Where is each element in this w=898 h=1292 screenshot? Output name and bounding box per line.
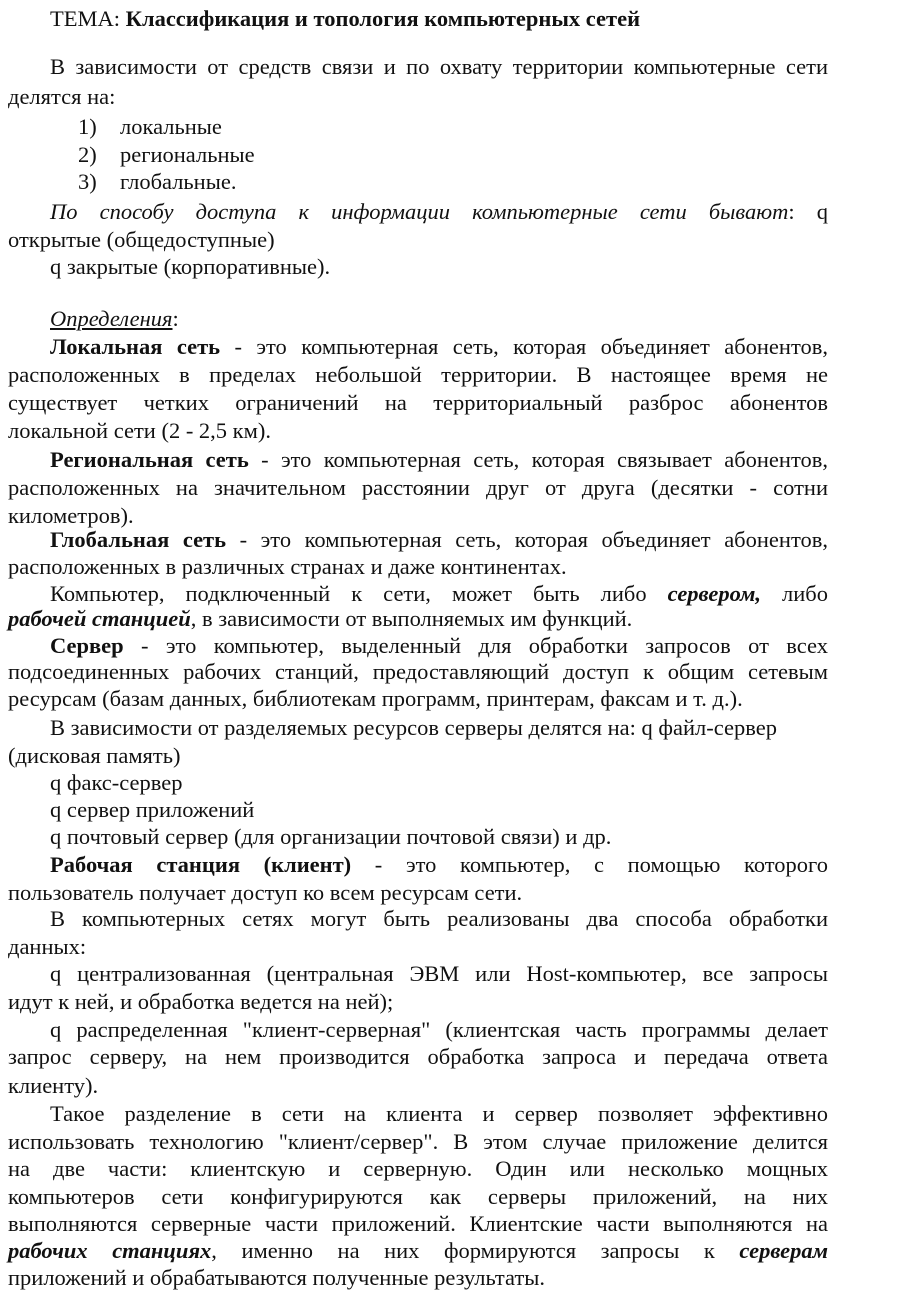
list-number: 3): [78, 169, 97, 194]
text-run: В компьютерных сетях могут быть реализованы два способа обработки: [50, 906, 828, 931]
text-line: [8, 1072, 828, 1100]
text-run: q факс-сервер: [50, 770, 183, 795]
text-run: - это компьютерная сеть, которая связывает абонентов,: [248, 447, 828, 472]
text-line: [8, 742, 828, 770]
text-line: [8, 1183, 828, 1211]
text-line: [50, 526, 828, 554]
text-line: [8, 1264, 828, 1292]
text-run: - это компьютерная сеть, которая объединяет абонентов,: [226, 527, 828, 552]
emphasis-italic: По способу доступа к информации компьютерные сети бывают: [50, 199, 789, 224]
emphasis-bold-italic: рабочей станцией: [8, 606, 191, 631]
text-run: запрос серверу, на нем производится обработка запроса и передача ответа: [8, 1044, 828, 1069]
text-line: [8, 1210, 828, 1238]
text-line: [8, 1128, 828, 1156]
text-line: [8, 605, 828, 633]
text-run: приложений и обрабатываются полученные результаты.: [8, 1265, 546, 1290]
text-run: (дисковая память): [8, 743, 181, 768]
text-run: локальной сети (2 - 2,5 км).: [8, 418, 271, 443]
text-run: региональные: [120, 142, 255, 167]
text-line: [8, 988, 828, 1016]
text-line: [50, 960, 828, 988]
text-line: [50, 333, 828, 361]
emphasis-bold-italic: рабочих станциях: [8, 1238, 212, 1263]
text-run: на две части: клиентскую и серверную. Один или несколько мощных: [8, 1156, 828, 1181]
text-run: ТЕМА:: [50, 6, 126, 31]
text-run: клиенту).: [8, 1073, 99, 1098]
text-run: - это компьютер, выделенный для обработки запросов от всех: [123, 633, 828, 658]
text-run: глобальные.: [120, 169, 237, 194]
text-line: [50, 905, 828, 933]
text-run: существует четких ограничений на территориальный разброс абонентов: [8, 390, 828, 415]
text-line: [8, 658, 828, 686]
text-run: делятся на:: [8, 84, 116, 109]
text-run: , именно на них формируются запросы к: [211, 1238, 740, 1263]
text-line: [50, 198, 828, 226]
text-run: расположенных на значительном расстоянии друг от друга (десятки - сотни: [8, 475, 828, 500]
text-run: q распределенная "клиент-серверная" (клиентская часть программы делает: [50, 1017, 828, 1042]
text-run: В зависимости от разделяемых ресурсов серверы делятся на: q файл-сервер: [50, 715, 777, 740]
text-run: пользователь получает доступ ко всем ресурсам сети.: [8, 880, 523, 905]
text-line: [8, 83, 828, 111]
text-line: [50, 851, 828, 879]
text-run: выполняются серверные части приложений. Клиентские части выполняются на: [8, 1211, 828, 1236]
text-run: В зависимости от средств связи и по охвату территории компьютерные сети: [50, 54, 828, 79]
text-run: идут к ней, и обработка ведется на ней);: [8, 989, 394, 1014]
text-run: q сервер приложений: [50, 797, 255, 822]
text-line: [8, 1237, 828, 1265]
text-run: - это компьютерная сеть, которая объединяет абонентов,: [220, 334, 828, 359]
text-run: Компьютер, подключенный к сети, может быть либо: [50, 581, 668, 606]
text-line: [50, 714, 828, 742]
term-bold: Сервер: [50, 633, 124, 658]
text-line: [50, 1016, 828, 1044]
text-run: q почтовый сервер (для организации почтовой связи) и др.: [50, 824, 612, 849]
text-run: локальные: [120, 114, 222, 139]
text-run: - это компьютер, с помощью которого: [351, 852, 828, 877]
list-number: 2): [78, 142, 97, 167]
text-run: данных:: [8, 934, 87, 959]
text-run: подсоединенных рабочих станций, предоставляющий доступ к общим сетевым: [8, 659, 828, 684]
text-run: километров).: [8, 503, 134, 528]
text-line: [50, 446, 828, 474]
text-run: использовать технологию "клиент/сервер". В этом случае приложение делится: [8, 1129, 828, 1154]
emphasis-bold-italic: серверам: [739, 1238, 828, 1263]
text-run: компьютеров сети конфигурируются как серверы приложений, на них: [8, 1184, 828, 1209]
text-line: [50, 1100, 828, 1128]
text-line: [8, 879, 828, 907]
text-run: расположенных в пределах небольшой территории. В настоящее время не: [8, 362, 828, 387]
text-line: [50, 769, 828, 797]
text-run: :: [172, 306, 179, 331]
text-run: расположенных в различных странах и даже континентах.: [8, 554, 567, 579]
text-run: q закрытые (корпоративные).: [50, 254, 331, 279]
text-line: [50, 796, 828, 824]
list-item: [78, 113, 898, 141]
list-item: [78, 168, 898, 196]
text-line: [8, 226, 828, 254]
emphasis-bold-italic: сервером,: [667, 581, 761, 606]
text-run: ресурсам (базам данных, библиотекам программ, принтерам, факсам и т. д.).: [8, 686, 743, 711]
text-run: q централизованная (центральная ЭВМ или Host-компьютер, все запросы: [50, 961, 828, 986]
text-run: открытые (общедоступные): [8, 227, 275, 252]
term-bold: Локальная сеть: [50, 334, 221, 359]
list-number: 1): [78, 114, 97, 139]
text-line: [50, 305, 828, 333]
text-line: [50, 823, 828, 851]
text-line: [8, 1155, 828, 1183]
text-run: , в зависимости от выполняемых им функций.: [190, 606, 633, 631]
text-line: [8, 553, 828, 581]
text-line: [8, 1043, 828, 1071]
text-line: [8, 474, 828, 502]
text-line: [8, 417, 828, 445]
term-bold: Глобальная сеть: [50, 527, 227, 552]
text-run: либо: [761, 581, 828, 606]
term-bold: Региональная сеть: [50, 447, 249, 472]
text-line: [50, 580, 828, 608]
text-line: [50, 253, 828, 281]
text-run: : q: [788, 199, 828, 224]
text-line: [50, 632, 828, 660]
section-heading: Определения: [50, 306, 173, 331]
text-run: Такое разделение в сети на клиента и сервер позволяет эффективно: [50, 1101, 828, 1126]
text-line: [8, 361, 828, 389]
text-line: [8, 933, 828, 961]
list-item: [78, 141, 898, 169]
term-bold: Классификация и топология компьютерных сетей: [125, 6, 641, 31]
text-line: [8, 685, 828, 713]
document-title: [50, 5, 828, 33]
text-line: [8, 389, 828, 417]
text-line: [50, 53, 828, 81]
term-bold: Рабочая станция (клиент): [50, 852, 352, 877]
